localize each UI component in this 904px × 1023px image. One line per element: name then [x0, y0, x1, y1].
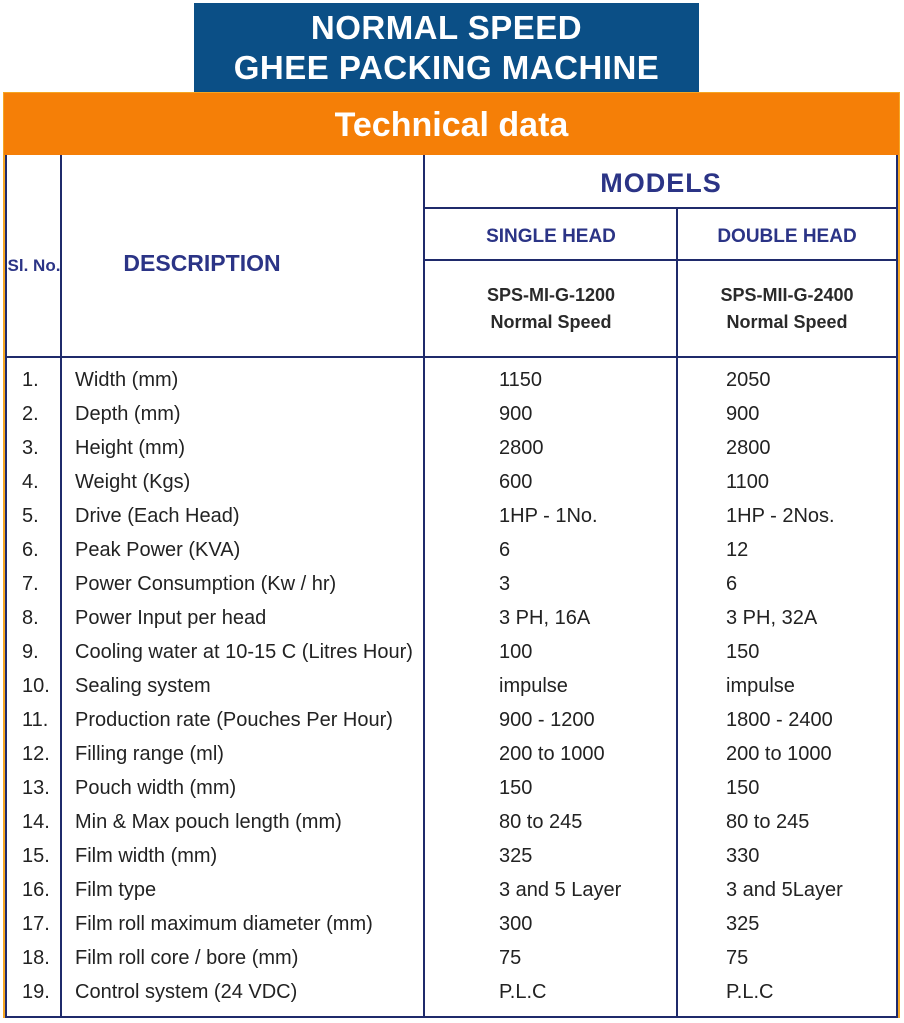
row-double-value: 2050 [726, 369, 771, 391]
table-row [0, 636, 904, 670]
row-number: 11. [22, 709, 49, 731]
row-double-value: 12 [726, 539, 749, 561]
row-single-value: 1150 [499, 369, 543, 391]
header-double-head: DOUBLE HEAD [717, 226, 857, 247]
header-single-head: SINGLE HEAD [486, 226, 616, 247]
row-single-value: 75 [499, 947, 522, 969]
row-number: 5. [22, 505, 39, 527]
row-single-value: 6 [499, 539, 511, 561]
row-number: 9. [22, 641, 39, 663]
divider-models-row [423, 207, 898, 209]
row-single-value: 900 - 1200 [499, 709, 595, 731]
row-number: 18. [22, 947, 50, 969]
row-double-value: 330 [726, 845, 760, 867]
page-title [194, 3, 699, 92]
table-row [0, 806, 904, 840]
row-single-value: 150 [499, 777, 533, 799]
row-double-value: impulse [726, 675, 795, 697]
row-number: 12. [22, 743, 50, 765]
row-single-value: impulse [499, 675, 568, 697]
table-row [0, 704, 904, 738]
table-row [0, 976, 904, 1010]
row-number: 17. [22, 913, 50, 935]
header-sl-no: Sl. No. [7, 256, 61, 275]
row-number: 2. [22, 403, 39, 425]
row-single-value: 600 [499, 471, 533, 493]
row-description: Power Input per head [75, 607, 267, 629]
row-description: Production rate (Pouches Per Hour) [75, 709, 393, 731]
row-description: Cooling water at 10-15 C (Litres Hour) [75, 641, 413, 663]
row-double-value: 1100 [726, 471, 770, 493]
row-description: Film roll maximum diameter (mm) [75, 913, 373, 935]
row-description: Pouch width (mm) [75, 777, 237, 799]
row-number: 3. [22, 437, 39, 459]
table-row [0, 602, 904, 636]
row-description: Film type [75, 879, 157, 901]
row-number: 15. [22, 845, 50, 867]
double-model-code-text: SPS-MII-G-2400 [720, 285, 854, 305]
row-single-value: 3 and 5 Layer [499, 879, 622, 901]
row-double-value: 1800 - 2400 [726, 709, 833, 731]
row-description: Drive (Each Head) [75, 505, 240, 527]
row-double-value: P.L.C [726, 981, 774, 1003]
row-single-value: 80 to 245 [499, 811, 583, 833]
row-number: 10. [22, 675, 50, 697]
table-row [0, 874, 904, 908]
table-row [0, 500, 904, 534]
table-row [0, 840, 904, 874]
row-description: Filling range (ml) [75, 743, 224, 765]
row-number: 8. [22, 607, 39, 629]
row-double-value: 150 [726, 777, 760, 799]
row-single-value: 3 [499, 573, 511, 595]
technical-data-banner: Technical data [4, 93, 899, 155]
table-row [0, 738, 904, 772]
row-single-value: 1HP - 1No. [499, 505, 598, 527]
title-line-2: GHEE PACKING MACHINE [233, 49, 660, 86]
row-number: 6. [22, 539, 39, 561]
table-row [0, 670, 904, 704]
row-single-value: 325 [499, 845, 533, 867]
table-row [0, 398, 904, 432]
header-description: DESCRIPTION [123, 250, 281, 276]
row-number: 13. [22, 777, 50, 799]
table-row [0, 432, 904, 466]
single-model-code-text: SPS-MI-G-1200 [486, 285, 616, 305]
row-double-value: 3 and 5Layer [726, 879, 843, 901]
divider-head-row [423, 259, 898, 261]
row-number: 4. [22, 471, 39, 493]
double-model-speed-text: Normal Speed [726, 312, 848, 332]
table-row [0, 364, 904, 398]
row-number: 14. [22, 811, 50, 833]
row-double-value: 80 to 245 [726, 811, 810, 833]
table-row [0, 534, 904, 568]
title-line-1: NORMAL SPEED [310, 9, 583, 46]
row-number: 7. [22, 573, 39, 595]
row-description: Weight (Kgs) [75, 471, 191, 493]
row-single-value: P.L.C [499, 981, 547, 1003]
table-row [0, 466, 904, 500]
row-description: Depth (mm) [75, 403, 181, 425]
row-description: Min & Max pouch length (mm) [75, 811, 342, 833]
table-row [0, 568, 904, 602]
header-models: MODELS [600, 168, 722, 198]
row-description: Film roll core / bore (mm) [75, 947, 299, 969]
row-double-value: 200 to 1000 [726, 743, 832, 765]
row-description: Film width (mm) [75, 845, 218, 867]
single-model-code [425, 282, 677, 336]
divider-header-bottom [5, 356, 898, 358]
row-double-value: 75 [726, 947, 749, 969]
row-description: Peak Power (KVA) [75, 539, 241, 561]
row-number: 1. [22, 369, 39, 391]
row-description: Power Consumption (Kw / hr) [75, 573, 337, 595]
row-number: 19. [22, 981, 50, 1003]
row-description: Control system (24 VDC) [75, 981, 298, 1003]
row-single-value: 900 [499, 403, 533, 425]
row-single-value: 200 to 1000 [499, 743, 605, 765]
row-description: Height (mm) [75, 437, 186, 459]
row-double-value: 325 [726, 913, 760, 935]
row-single-value: 3 PH, 16A [499, 607, 591, 629]
table-row [0, 908, 904, 942]
row-double-value: 3 PH, 32A [726, 607, 818, 629]
row-double-value: 150 [726, 641, 760, 663]
spec-rows [0, 364, 904, 1010]
row-single-value: 100 [499, 641, 533, 663]
row-double-value: 900 [726, 403, 760, 425]
table-row [0, 942, 904, 976]
row-description: Sealing system [75, 675, 211, 697]
row-double-value: 6 [726, 573, 738, 595]
row-description: Width (mm) [75, 369, 179, 391]
row-single-value: 2800 [499, 437, 544, 459]
single-model-speed-text: Normal Speed [490, 312, 612, 332]
row-double-value: 2800 [726, 437, 771, 459]
table-row [0, 772, 904, 806]
row-double-value: 1HP - 2Nos. [726, 505, 835, 527]
row-single-value: 300 [499, 913, 533, 935]
double-model-code [677, 282, 897, 336]
row-number: 16. [22, 879, 50, 901]
